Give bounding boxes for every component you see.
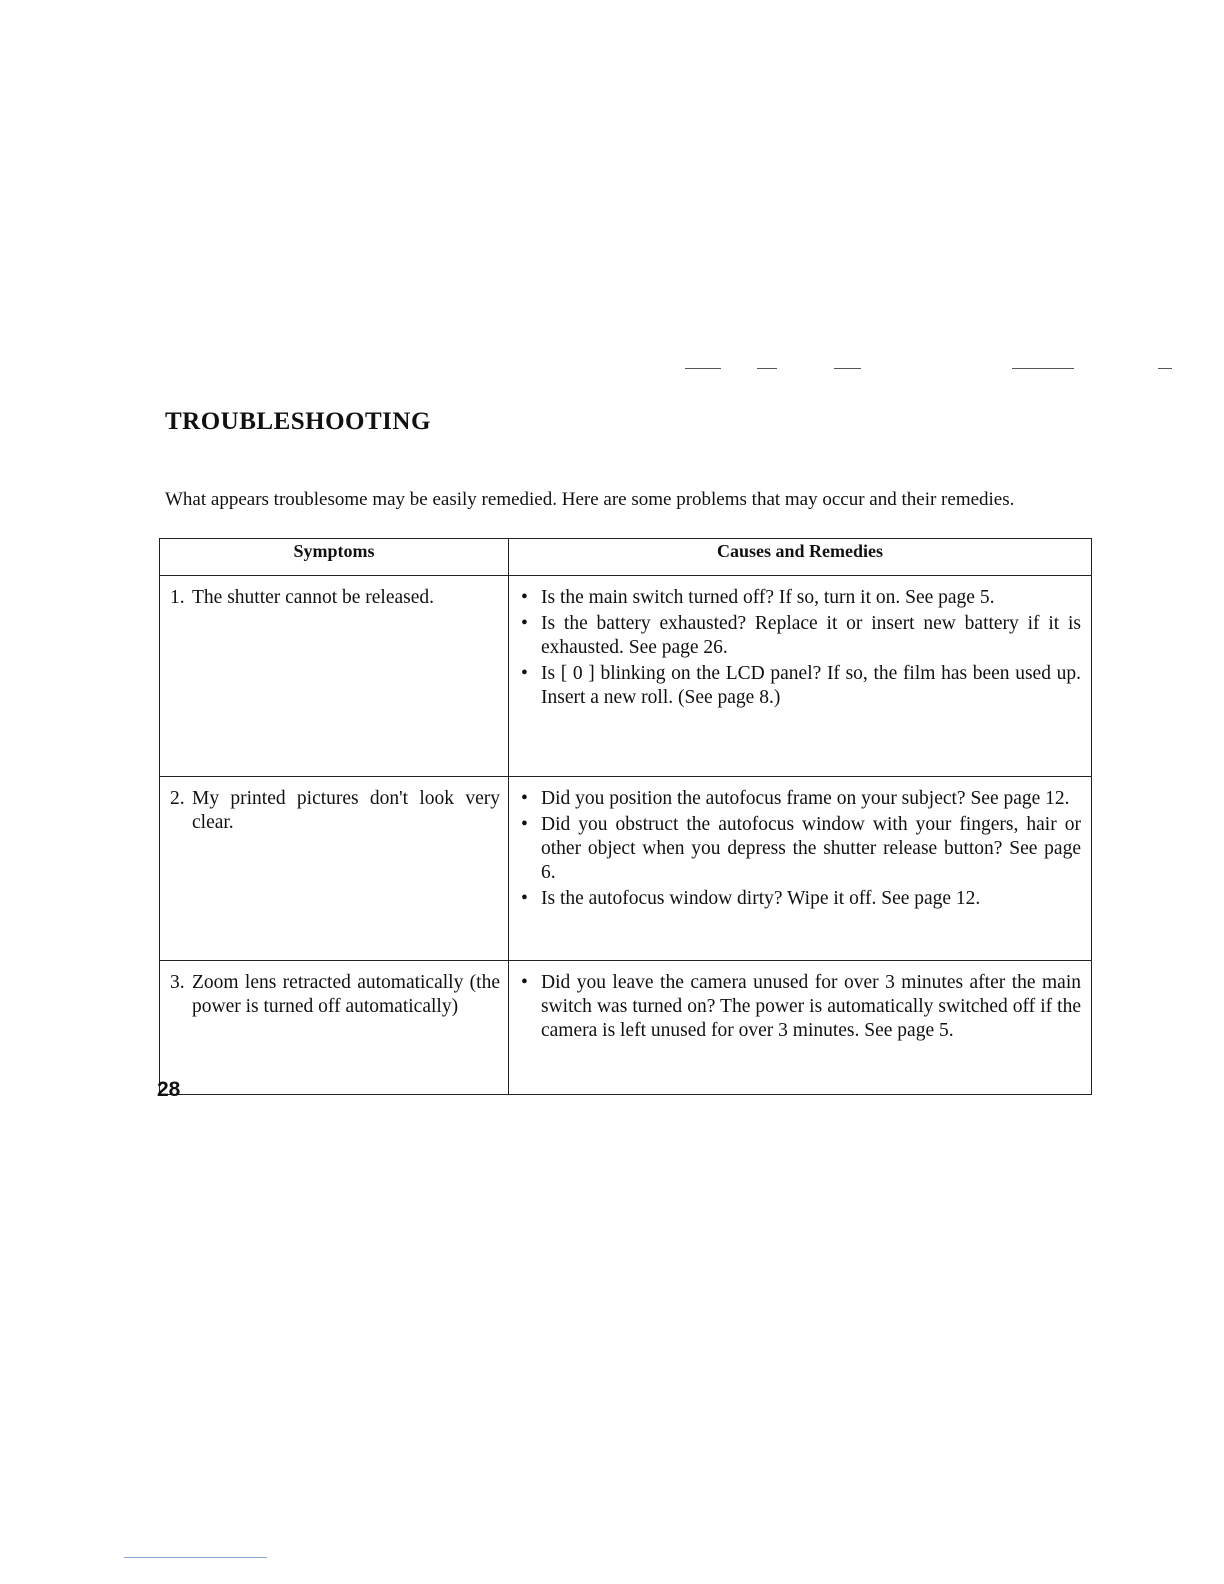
symptom-text: The shutter cannot be released.	[192, 587, 435, 608]
symptom-number: 3.	[170, 972, 185, 993]
symptom-number: 2.	[170, 788, 185, 809]
symptom-number: 1.	[170, 587, 185, 608]
table-row	[160, 961, 1092, 1095]
symptom-cell	[160, 961, 509, 1095]
troubleshooting-table	[159, 538, 1092, 1095]
bottom-rule	[124, 1557, 267, 1558]
table-header-row	[160, 539, 1092, 576]
remedy-cell	[509, 576, 1092, 777]
table-row	[160, 777, 1092, 961]
scan-mark	[685, 368, 721, 369]
page-title: TROUBLESHOOTING	[165, 408, 431, 435]
scan-mark	[1012, 368, 1074, 369]
remedy-list	[519, 787, 1081, 911]
remedy-item: • Did you obstruct the autofocus window with your fingers, hair or other object when you depress the shutter release button? See page 6.	[519, 813, 1081, 885]
scan-mark	[757, 368, 777, 369]
remedy-item: • Did you leave the camera unused for over 3 minutes after the main switch was turned on? The power is automatically switched off if the camera is left unused for over 3 minutes. See page 5.	[519, 971, 1081, 1043]
remedy-item: • Did you position the autofocus frame on your subject? See page 12.	[519, 787, 1081, 811]
remedy-list	[519, 971, 1081, 1043]
remedy-item: • Is the autofocus window dirty? Wipe it off. See page 12.	[519, 887, 1081, 911]
remedy-item: • Is [ 0 ] blinking on the LCD panel? If so, the film has been used up. Insert a new roll. (See page 8.)	[519, 662, 1081, 710]
page-number: 28	[157, 1078, 181, 1101]
remedy-cell	[509, 777, 1092, 961]
remedy-item: • Is the main switch turned off? If so, turn it on. See page 5.	[519, 586, 1081, 610]
symptom-cell	[160, 576, 509, 777]
header-symptoms: Symptoms	[160, 539, 509, 576]
table-row	[160, 576, 1092, 777]
scan-mark	[834, 368, 861, 369]
header-causes-remedies: Causes and Remedies	[509, 539, 1092, 576]
remedy-list	[519, 586, 1081, 710]
symptom-text: Zoom lens retracted automatically (the power is turned off automatically)	[192, 972, 500, 1017]
symptom-cell	[160, 777, 509, 961]
remedy-item: • Is the battery exhausted? Replace it or insert new battery if it is exhausted. See page 26.	[519, 612, 1081, 660]
symptom-text: My printed pictures don't look very clear.	[192, 788, 500, 833]
intro-paragraph: What appears troublesome may be easily remedied. Here are some problems that may occur and their remedies.	[165, 489, 1015, 510]
remedy-cell	[509, 961, 1092, 1095]
scan-mark	[1158, 368, 1172, 369]
